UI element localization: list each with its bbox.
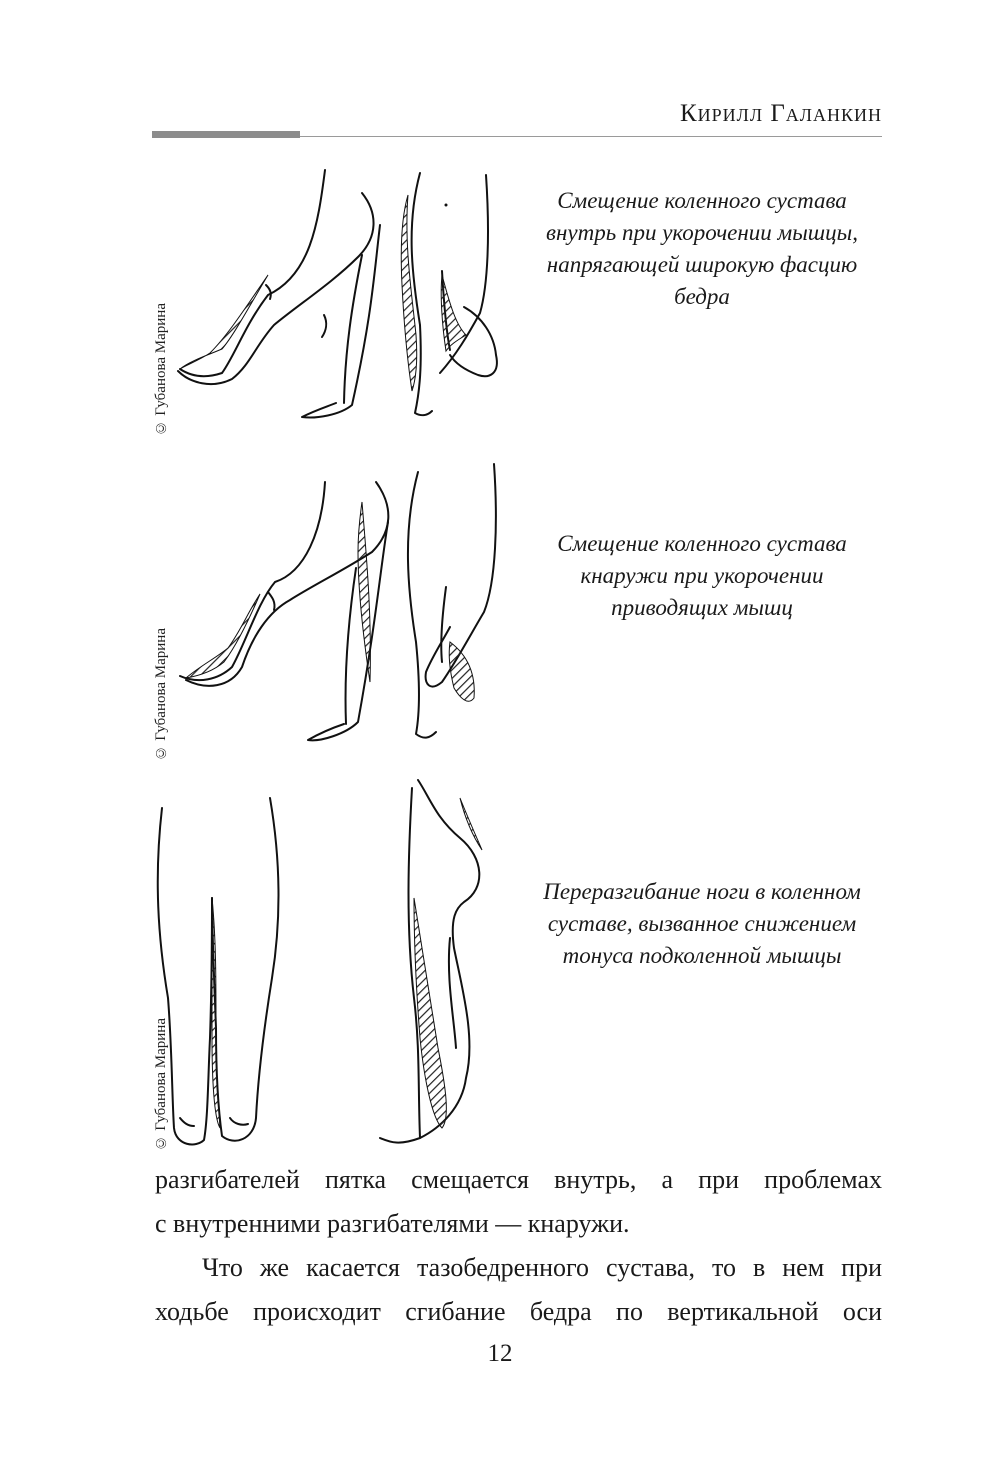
figure-knee-outward [150,462,510,760]
body-line-4: ходьбе происходит сгибание бедра по вертикальной оси [155,1297,882,1326]
figure-knee-inward [150,165,510,435]
figure-caption-2: Смещение коленного сустава кнаружи при укорочении приводящих мышц [557,531,847,620]
figure-caption-1: Смещение коленного сустава внутрь при укорочении мышцы, напрягающей широкую фасцию бедра [546,188,858,309]
illustration-credit: © Губанова Марина [152,302,169,435]
legs-illustration-2 [150,462,510,760]
header-rule-accent [152,131,300,138]
legs-illustration-3 [150,778,510,1150]
page-number: 12 [487,1340,513,1367]
body-line-3: Что же касается тазобедренного сустава, то в нем при [202,1253,882,1282]
body-line-2: с внутренними разгибателями — кнаружи. [155,1209,630,1238]
running-header-author: Кирилл Галанкин [679,100,882,127]
illustration-credit: © Губанова Марина [152,1017,169,1150]
legs-illustration-1 [150,165,510,435]
figure-knee-hyperextension [150,778,510,1150]
illustration-credit: © Губанова Марина [152,627,169,760]
body-line-1: разгибателей пятка смещается внутрь, а при проблемах [155,1165,882,1194]
figure-caption-3: Переразгибание ноги в коленном суставе, вызванное снижением тонуса подколенной мышцы [543,879,861,968]
